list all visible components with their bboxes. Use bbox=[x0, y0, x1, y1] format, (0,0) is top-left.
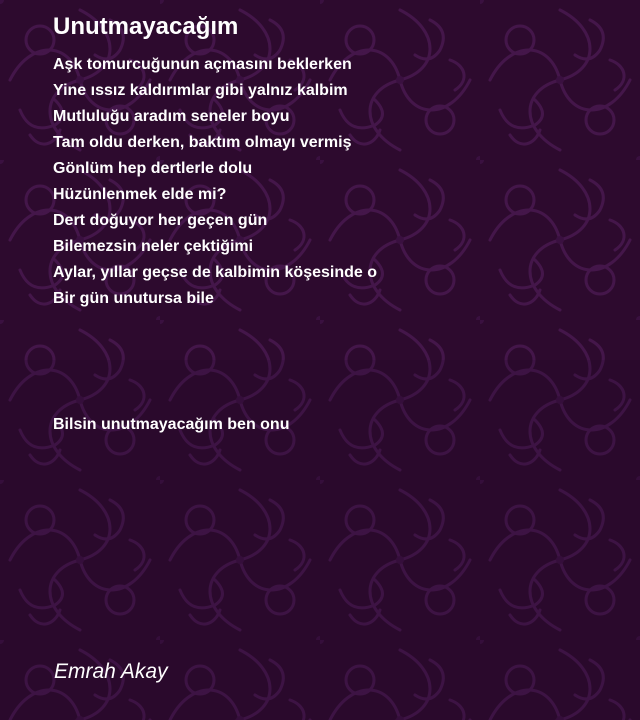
poem-line: Hüzünlenmek elde mi? bbox=[53, 186, 227, 203]
poem-line: Yine ıssız kaldırımlar gibi yalnız kalbim bbox=[53, 82, 348, 99]
poem-line: Gönlüm hep dertlerle dolu bbox=[53, 160, 253, 177]
poem-line: Mutluluğu aradım seneler boyu bbox=[53, 108, 290, 125]
poem-line: Tam oldu derken, baktım olmayı vermiş bbox=[53, 134, 352, 151]
stanza-2 bbox=[53, 412, 289, 438]
stanza-1 bbox=[53, 52, 377, 312]
poem-line: Dert doğuyor her geçen gün bbox=[53, 212, 268, 229]
poem-line: Bilsin unutmayacağım ben onu bbox=[53, 416, 290, 433]
poem-author: Emrah Akay bbox=[54, 660, 168, 683]
poem-line: Bir gün unutursa bile bbox=[53, 290, 214, 307]
poem-line: Aylar, yıllar geçse de kalbimin köşesinde o bbox=[53, 264, 377, 281]
poem-line: Aşk tomurcuğunun açmasını beklerken bbox=[53, 56, 352, 73]
poem-line: Bilemezsin neler çektiğimi bbox=[53, 238, 254, 255]
poem-title: Unutmayacağım bbox=[53, 13, 239, 40]
